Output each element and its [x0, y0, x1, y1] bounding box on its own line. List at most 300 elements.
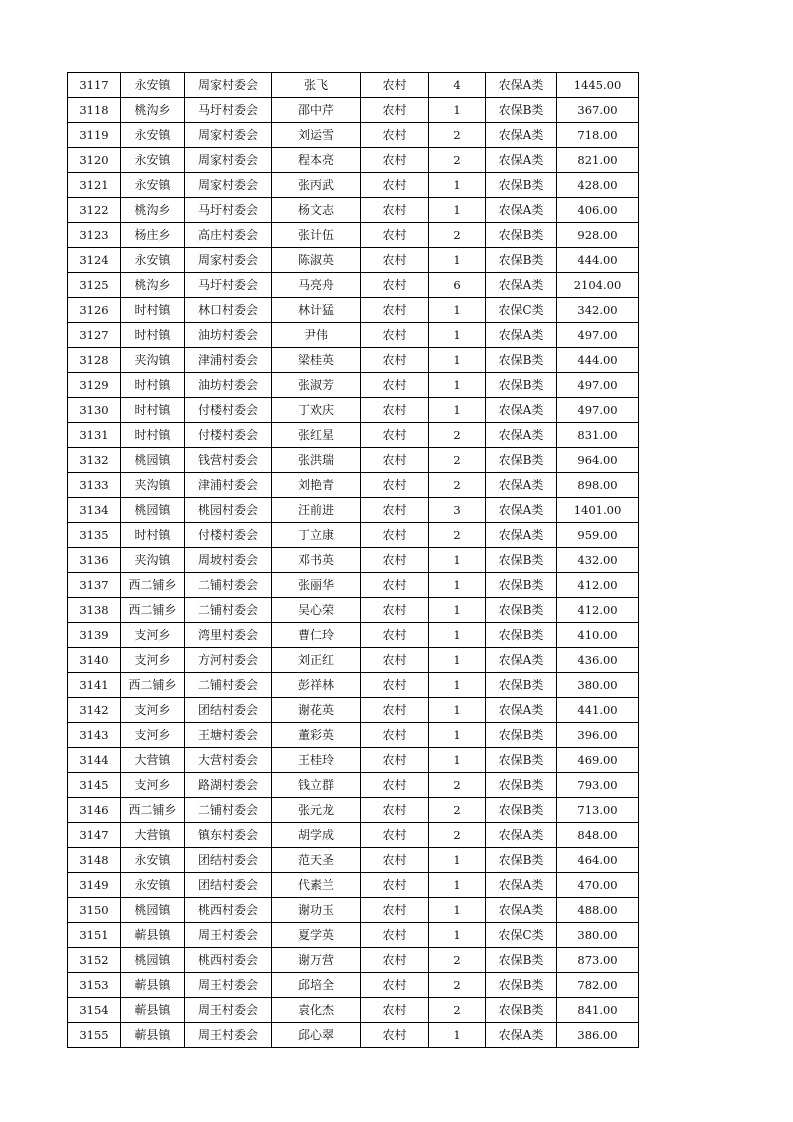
cell-area-type: 农村 [361, 973, 429, 998]
cell-area-type: 农村 [361, 948, 429, 973]
cell-area-type: 农村 [361, 298, 429, 323]
cell-village-committee: 二铺村委会 [185, 598, 272, 623]
cell-household-count: 2 [429, 998, 486, 1023]
cell-id: 3152 [68, 948, 121, 973]
cell-household-count: 2 [429, 423, 486, 448]
cell-household-count: 2 [429, 123, 486, 148]
cell-amount: 964.00 [557, 448, 639, 473]
cell-insurance-type: 农保B类 [486, 623, 557, 648]
table-row [68, 773, 639, 798]
cell-amount: 444.00 [557, 248, 639, 273]
cell-insurance-type: 农保B类 [486, 448, 557, 473]
cell-household-count: 1 [429, 648, 486, 673]
cell-amount: 396.00 [557, 723, 639, 748]
cell-amount: 848.00 [557, 823, 639, 848]
cell-township: 大营镇 [121, 823, 185, 848]
cell-id: 3133 [68, 473, 121, 498]
cell-name: 夏学英 [272, 923, 361, 948]
table-row [68, 648, 639, 673]
cell-village-committee: 周王村委会 [185, 973, 272, 998]
cell-area-type: 农村 [361, 248, 429, 273]
cell-village-committee: 周家村委会 [185, 73, 272, 98]
table-row [68, 598, 639, 623]
cell-name: 程本亮 [272, 148, 361, 173]
cell-id: 3155 [68, 1023, 121, 1048]
cell-amount: 444.00 [557, 348, 639, 373]
table-body [68, 73, 639, 1048]
cell-township: 杨庄乡 [121, 223, 185, 248]
cell-insurance-type: 农保A类 [486, 148, 557, 173]
table-row [68, 223, 639, 248]
cell-household-count: 2 [429, 948, 486, 973]
cell-name: 曹仁玲 [272, 623, 361, 648]
cell-township: 支河乡 [121, 773, 185, 798]
cell-name: 汪前进 [272, 498, 361, 523]
cell-township: 西二铺乡 [121, 798, 185, 823]
table-row [68, 373, 639, 398]
table-row [68, 698, 639, 723]
cell-area-type: 农村 [361, 348, 429, 373]
cell-amount: 2104.00 [557, 273, 639, 298]
cell-amount: 380.00 [557, 673, 639, 698]
cell-household-count: 1 [429, 673, 486, 698]
cell-name: 钱立群 [272, 773, 361, 798]
cell-insurance-type: 农保A类 [486, 698, 557, 723]
cell-insurance-type: 农保B类 [486, 173, 557, 198]
cell-name: 尹伟 [272, 323, 361, 348]
cell-amount: 488.00 [557, 898, 639, 923]
cell-insurance-type: 农保A类 [486, 323, 557, 348]
cell-insurance-type: 农保B类 [486, 598, 557, 623]
cell-name: 邓书英 [272, 548, 361, 573]
cell-id: 3131 [68, 423, 121, 448]
cell-area-type: 农村 [361, 873, 429, 898]
cell-name: 邱培全 [272, 973, 361, 998]
cell-amount: 821.00 [557, 148, 639, 173]
cell-area-type: 农村 [361, 998, 429, 1023]
cell-amount: 959.00 [557, 523, 639, 548]
cell-household-count: 4 [429, 73, 486, 98]
cell-township: 永安镇 [121, 73, 185, 98]
cell-household-count: 1 [429, 723, 486, 748]
table-row [68, 323, 639, 348]
cell-township: 桃沟乡 [121, 98, 185, 123]
cell-village-committee: 周家村委会 [185, 248, 272, 273]
cell-area-type: 农村 [361, 273, 429, 298]
cell-id: 3148 [68, 848, 121, 873]
cell-township: 永安镇 [121, 148, 185, 173]
cell-area-type: 农村 [361, 823, 429, 848]
cell-id: 3130 [68, 398, 121, 423]
cell-township: 西二铺乡 [121, 673, 185, 698]
cell-village-committee: 津浦村委会 [185, 473, 272, 498]
cell-insurance-type: 农保B类 [486, 748, 557, 773]
table-row [68, 448, 639, 473]
cell-insurance-type: 农保B类 [486, 773, 557, 798]
cell-household-count: 2 [429, 973, 486, 998]
cell-household-count: 1 [429, 398, 486, 423]
cell-household-count: 2 [429, 798, 486, 823]
cell-household-count: 1 [429, 898, 486, 923]
table-row [68, 548, 639, 573]
cell-area-type: 农村 [361, 98, 429, 123]
cell-insurance-type: 农保A类 [486, 523, 557, 548]
cell-area-type: 农村 [361, 423, 429, 448]
cell-name: 张元龙 [272, 798, 361, 823]
cell-insurance-type: 农保B类 [486, 373, 557, 398]
cell-township: 时村镇 [121, 323, 185, 348]
table-row [68, 348, 639, 373]
cell-village-committee: 路湖村委会 [185, 773, 272, 798]
cell-village-committee: 钱营村委会 [185, 448, 272, 473]
cell-amount: 432.00 [557, 548, 639, 573]
cell-insurance-type: 农保B类 [486, 98, 557, 123]
cell-insurance-type: 农保B类 [486, 973, 557, 998]
cell-amount: 464.00 [557, 848, 639, 873]
cell-insurance-type: 农保A类 [486, 123, 557, 148]
cell-id: 3129 [68, 373, 121, 398]
cell-area-type: 农村 [361, 673, 429, 698]
cell-amount: 898.00 [557, 473, 639, 498]
cell-area-type: 农村 [361, 573, 429, 598]
cell-village-committee: 团结村委会 [185, 698, 272, 723]
cell-area-type: 农村 [361, 398, 429, 423]
table-row [68, 823, 639, 848]
cell-amount: 436.00 [557, 648, 639, 673]
cell-village-committee: 林口村委会 [185, 298, 272, 323]
cell-name: 张洪瑞 [272, 448, 361, 473]
cell-id: 3142 [68, 698, 121, 723]
table-row [68, 723, 639, 748]
cell-township: 蕲县镇 [121, 973, 185, 998]
cell-name: 张计伍 [272, 223, 361, 248]
cell-village-committee: 油坊村委会 [185, 323, 272, 348]
cell-amount: 410.00 [557, 623, 639, 648]
cell-area-type: 农村 [361, 923, 429, 948]
cell-area-type: 农村 [361, 448, 429, 473]
table-row [68, 173, 639, 198]
cell-amount: 873.00 [557, 948, 639, 973]
cell-household-count: 1 [429, 1023, 486, 1048]
cell-amount: 406.00 [557, 198, 639, 223]
cell-township: 支河乡 [121, 623, 185, 648]
cell-insurance-type: 农保A类 [486, 73, 557, 98]
cell-township: 永安镇 [121, 248, 185, 273]
cell-township: 桃园镇 [121, 948, 185, 973]
table-row [68, 123, 639, 148]
table-row [68, 1023, 639, 1048]
table-row [68, 398, 639, 423]
cell-area-type: 农村 [361, 623, 429, 648]
cell-insurance-type: 农保A类 [486, 648, 557, 673]
cell-amount: 793.00 [557, 773, 639, 798]
cell-name: 邵中芹 [272, 98, 361, 123]
cell-insurance-type: 农保B类 [486, 248, 557, 273]
table-row [68, 898, 639, 923]
cell-id: 3121 [68, 173, 121, 198]
table-row [68, 848, 639, 873]
cell-name: 张丙武 [272, 173, 361, 198]
cell-insurance-type: 农保A类 [486, 273, 557, 298]
cell-village-committee: 付楼村委会 [185, 523, 272, 548]
cell-amount: 782.00 [557, 973, 639, 998]
table-row [68, 498, 639, 523]
cell-township: 时村镇 [121, 398, 185, 423]
cell-village-committee: 周王村委会 [185, 998, 272, 1023]
cell-township: 夹沟镇 [121, 473, 185, 498]
cell-household-count: 3 [429, 498, 486, 523]
cell-household-count: 2 [429, 448, 486, 473]
cell-township: 蕲县镇 [121, 1023, 185, 1048]
cell-township: 时村镇 [121, 298, 185, 323]
cell-village-committee: 团结村委会 [185, 873, 272, 898]
cell-name: 袁化杰 [272, 998, 361, 1023]
table-row [68, 948, 639, 973]
cell-township: 蕲县镇 [121, 923, 185, 948]
cell-amount: 497.00 [557, 398, 639, 423]
cell-id: 3145 [68, 773, 121, 798]
cell-insurance-type: 农保A类 [486, 1023, 557, 1048]
cell-household-count: 1 [429, 98, 486, 123]
cell-area-type: 农村 [361, 773, 429, 798]
cell-id: 3140 [68, 648, 121, 673]
cell-amount: 367.00 [557, 98, 639, 123]
cell-amount: 713.00 [557, 798, 639, 823]
cell-id: 3143 [68, 723, 121, 748]
cell-township: 永安镇 [121, 873, 185, 898]
cell-township: 西二铺乡 [121, 573, 185, 598]
cell-area-type: 农村 [361, 148, 429, 173]
cell-insurance-type: 农保B类 [486, 948, 557, 973]
table-row [68, 798, 639, 823]
cell-township: 时村镇 [121, 373, 185, 398]
cell-household-count: 2 [429, 773, 486, 798]
cell-amount: 497.00 [557, 373, 639, 398]
cell-household-count: 1 [429, 698, 486, 723]
cell-township: 蕲县镇 [121, 998, 185, 1023]
cell-village-committee: 付楼村委会 [185, 398, 272, 423]
cell-township: 西二铺乡 [121, 598, 185, 623]
cell-insurance-type: 农保C类 [486, 923, 557, 948]
cell-name: 范天圣 [272, 848, 361, 873]
cell-amount: 380.00 [557, 923, 639, 948]
cell-township: 时村镇 [121, 523, 185, 548]
cell-area-type: 农村 [361, 373, 429, 398]
cell-township: 永安镇 [121, 848, 185, 873]
table-row [68, 273, 639, 298]
cell-township: 桃园镇 [121, 448, 185, 473]
cell-village-committee: 团结村委会 [185, 848, 272, 873]
table-row [68, 748, 639, 773]
table-row [68, 198, 639, 223]
cell-village-committee: 油坊村委会 [185, 373, 272, 398]
cell-area-type: 农村 [361, 223, 429, 248]
cell-household-count: 1 [429, 623, 486, 648]
cell-amount: 412.00 [557, 573, 639, 598]
cell-household-count: 1 [429, 548, 486, 573]
cell-area-type: 农村 [361, 523, 429, 548]
cell-village-committee: 方河村委会 [185, 648, 272, 673]
cell-household-count: 1 [429, 748, 486, 773]
cell-village-committee: 马圩村委会 [185, 273, 272, 298]
cell-village-committee: 桃西村委会 [185, 898, 272, 923]
cell-village-committee: 付楼村委会 [185, 423, 272, 448]
cell-name: 张飞 [272, 73, 361, 98]
cell-township: 夹沟镇 [121, 548, 185, 573]
cell-village-committee: 周家村委会 [185, 148, 272, 173]
cell-household-count: 2 [429, 473, 486, 498]
cell-village-committee: 镇东村委会 [185, 823, 272, 848]
cell-village-committee: 王塘村委会 [185, 723, 272, 748]
cell-name: 彭祥林 [272, 673, 361, 698]
cell-name: 张淑芳 [272, 373, 361, 398]
cell-household-count: 2 [429, 148, 486, 173]
cell-name: 马亮舟 [272, 273, 361, 298]
cell-village-committee: 马圩村委会 [185, 98, 272, 123]
cell-area-type: 农村 [361, 123, 429, 148]
cell-area-type: 农村 [361, 723, 429, 748]
cell-household-count: 6 [429, 273, 486, 298]
cell-amount: 1401.00 [557, 498, 639, 523]
cell-id: 3128 [68, 348, 121, 373]
cell-area-type: 农村 [361, 473, 429, 498]
cell-township: 桃沟乡 [121, 198, 185, 223]
cell-village-committee: 周王村委会 [185, 923, 272, 948]
cell-household-count: 1 [429, 598, 486, 623]
table-row [68, 473, 639, 498]
cell-insurance-type: 农保B类 [486, 548, 557, 573]
cell-village-committee: 桃园村委会 [185, 498, 272, 523]
table-row [68, 148, 639, 173]
cell-name: 梁桂英 [272, 348, 361, 373]
cell-amount: 470.00 [557, 873, 639, 898]
cell-village-committee: 津浦村委会 [185, 348, 272, 373]
cell-amount: 428.00 [557, 173, 639, 198]
cell-insurance-type: 农保A类 [486, 873, 557, 898]
cell-area-type: 农村 [361, 648, 429, 673]
cell-township: 桃园镇 [121, 898, 185, 923]
table-row [68, 523, 639, 548]
cell-area-type: 农村 [361, 798, 429, 823]
cell-amount: 497.00 [557, 323, 639, 348]
cell-insurance-type: 农保B类 [486, 573, 557, 598]
table-row [68, 923, 639, 948]
cell-household-count: 1 [429, 923, 486, 948]
cell-name: 谢万营 [272, 948, 361, 973]
cell-name: 王桂玲 [272, 748, 361, 773]
cell-id: 3144 [68, 748, 121, 773]
cell-id: 3119 [68, 123, 121, 148]
cell-household-count: 1 [429, 373, 486, 398]
cell-name: 陈淑英 [272, 248, 361, 273]
cell-township: 夹沟镇 [121, 348, 185, 373]
cell-insurance-type: 农保B类 [486, 223, 557, 248]
cell-household-count: 1 [429, 573, 486, 598]
cell-township: 大营镇 [121, 748, 185, 773]
cell-township: 支河乡 [121, 698, 185, 723]
cell-name: 丁立康 [272, 523, 361, 548]
cell-household-count: 2 [429, 223, 486, 248]
cell-amount: 342.00 [557, 298, 639, 323]
cell-village-committee: 周家村委会 [185, 123, 272, 148]
table-row [68, 673, 639, 698]
cell-id: 3149 [68, 873, 121, 898]
cell-amount: 412.00 [557, 598, 639, 623]
cell-amount: 841.00 [557, 998, 639, 1023]
cell-area-type: 农村 [361, 698, 429, 723]
cell-name: 谢功玉 [272, 898, 361, 923]
cell-household-count: 1 [429, 173, 486, 198]
cell-household-count: 1 [429, 873, 486, 898]
table-row [68, 623, 639, 648]
cell-household-count: 1 [429, 248, 486, 273]
cell-area-type: 农村 [361, 498, 429, 523]
table-row [68, 298, 639, 323]
cell-name: 谢花英 [272, 698, 361, 723]
cell-insurance-type: 农保A类 [486, 898, 557, 923]
cell-village-committee: 马圩村委会 [185, 198, 272, 223]
cell-insurance-type: 农保A类 [486, 398, 557, 423]
table-row [68, 73, 639, 98]
cell-id: 3120 [68, 148, 121, 173]
cell-id: 3126 [68, 298, 121, 323]
table-row [68, 998, 639, 1023]
cell-id: 3137 [68, 573, 121, 598]
cell-id: 3147 [68, 823, 121, 848]
cell-household-count: 1 [429, 198, 486, 223]
cell-name: 刘艳青 [272, 473, 361, 498]
cell-area-type: 农村 [361, 1023, 429, 1048]
cell-id: 3123 [68, 223, 121, 248]
cell-village-committee: 二铺村委会 [185, 798, 272, 823]
cell-household-count: 1 [429, 848, 486, 873]
cell-amount: 1445.00 [557, 73, 639, 98]
cell-village-committee: 周家村委会 [185, 173, 272, 198]
cell-name: 张红星 [272, 423, 361, 448]
cell-village-committee: 桃西村委会 [185, 948, 272, 973]
cell-insurance-type: 农保B类 [486, 348, 557, 373]
cell-township: 桃园镇 [121, 498, 185, 523]
cell-village-committee: 周王村委会 [185, 1023, 272, 1048]
cell-township: 支河乡 [121, 723, 185, 748]
cell-household-count: 1 [429, 348, 486, 373]
cell-area-type: 农村 [361, 598, 429, 623]
cell-township: 永安镇 [121, 123, 185, 148]
cell-village-committee: 周坡村委会 [185, 548, 272, 573]
cell-amount: 718.00 [557, 123, 639, 148]
cell-insurance-type: 农保B类 [486, 798, 557, 823]
cell-id: 3151 [68, 923, 121, 948]
cell-name: 邱心翠 [272, 1023, 361, 1048]
cell-insurance-type: 农保A类 [486, 198, 557, 223]
cell-name: 张丽华 [272, 573, 361, 598]
cell-area-type: 农村 [361, 548, 429, 573]
table-row [68, 873, 639, 898]
cell-id: 3122 [68, 198, 121, 223]
cell-name: 代素兰 [272, 873, 361, 898]
cell-area-type: 农村 [361, 848, 429, 873]
cell-area-type: 农村 [361, 198, 429, 223]
cell-id: 3154 [68, 998, 121, 1023]
cell-household-count: 2 [429, 823, 486, 848]
cell-insurance-type: 农保A类 [486, 473, 557, 498]
cell-insurance-type: 农保A类 [486, 823, 557, 848]
cell-insurance-type: 农保B类 [486, 998, 557, 1023]
cell-household-count: 1 [429, 323, 486, 348]
cell-area-type: 农村 [361, 323, 429, 348]
cell-id: 3125 [68, 273, 121, 298]
cell-name: 胡学成 [272, 823, 361, 848]
